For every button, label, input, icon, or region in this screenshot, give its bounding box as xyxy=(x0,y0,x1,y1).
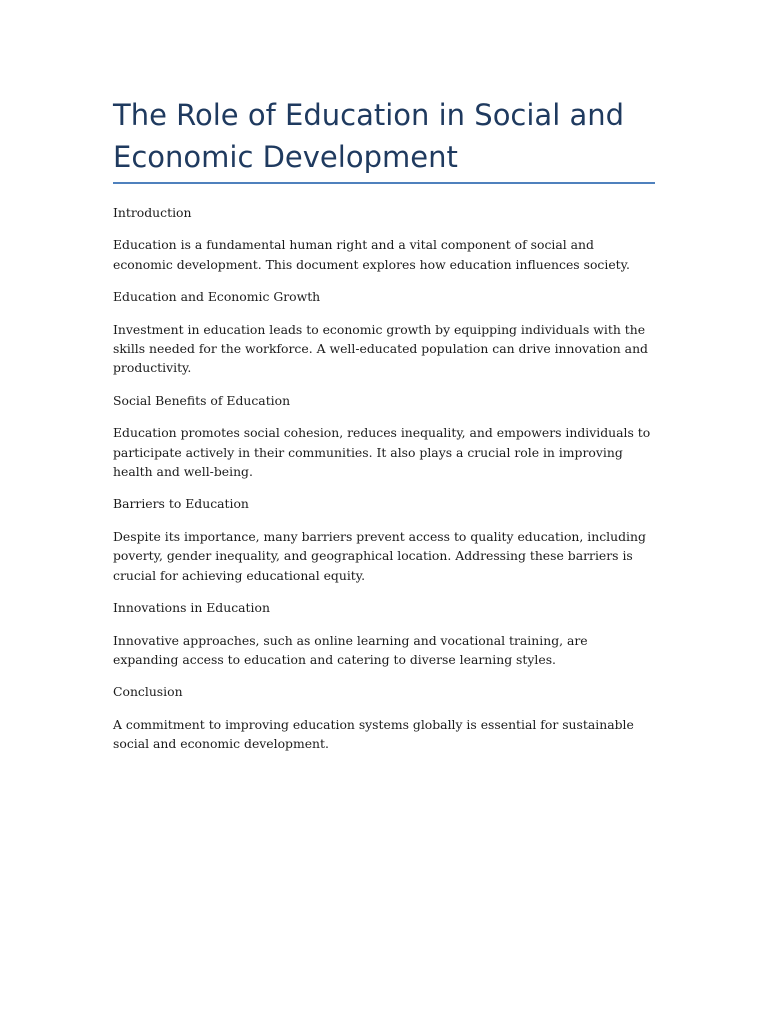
section-barriers xyxy=(113,494,655,585)
section-economic-growth xyxy=(113,287,655,378)
section-paragraph: Education promotes social cohesion, reduces inequality, and empowers individuals to participate actively in their communities. It also plays a crucial role in improving health and well-being. xyxy=(113,425,651,480)
section-social-benefits xyxy=(113,391,655,482)
section-heading: Innovations in Education xyxy=(113,600,270,616)
section-paragraph: Despite its importance, many barriers prevent access to quality education, including poverty, gender inequality, and geographical location. Addressing these barriers is crucial for achieving educational equity. xyxy=(113,528,646,583)
section-paragraph: Education is a fundamental human right and a vital component of social and economic development. This document explores how education influences society. xyxy=(113,237,630,272)
section-paragraph: Investment in education leads to economic growth by equipping individuals with the skills needed for the workforce. A well-educated population can drive innovation and productivity. xyxy=(113,321,648,376)
document-page xyxy=(113,94,655,767)
title-divider xyxy=(113,182,655,184)
section-heading: Introduction xyxy=(113,205,192,220)
section-heading: Barriers to Education xyxy=(113,496,249,512)
section-innovations xyxy=(113,598,655,669)
section-heading: Conclusion xyxy=(113,684,183,700)
section-heading: Education and Economic Growth xyxy=(113,289,321,305)
section-introduction xyxy=(113,203,655,274)
section-conclusion xyxy=(113,682,655,753)
section-heading: Social Benefits of Education xyxy=(113,392,291,408)
section-paragraph: A commitment to improving education systems globally is essential for sustainable social and economic development. xyxy=(113,716,634,752)
document-title: The Role of Education in Social and Economic Development xyxy=(113,98,625,174)
section-paragraph: Innovative approaches, such as online learning and vocational training, are expanding access to education and catering to diverse learning styles. xyxy=(113,632,588,667)
